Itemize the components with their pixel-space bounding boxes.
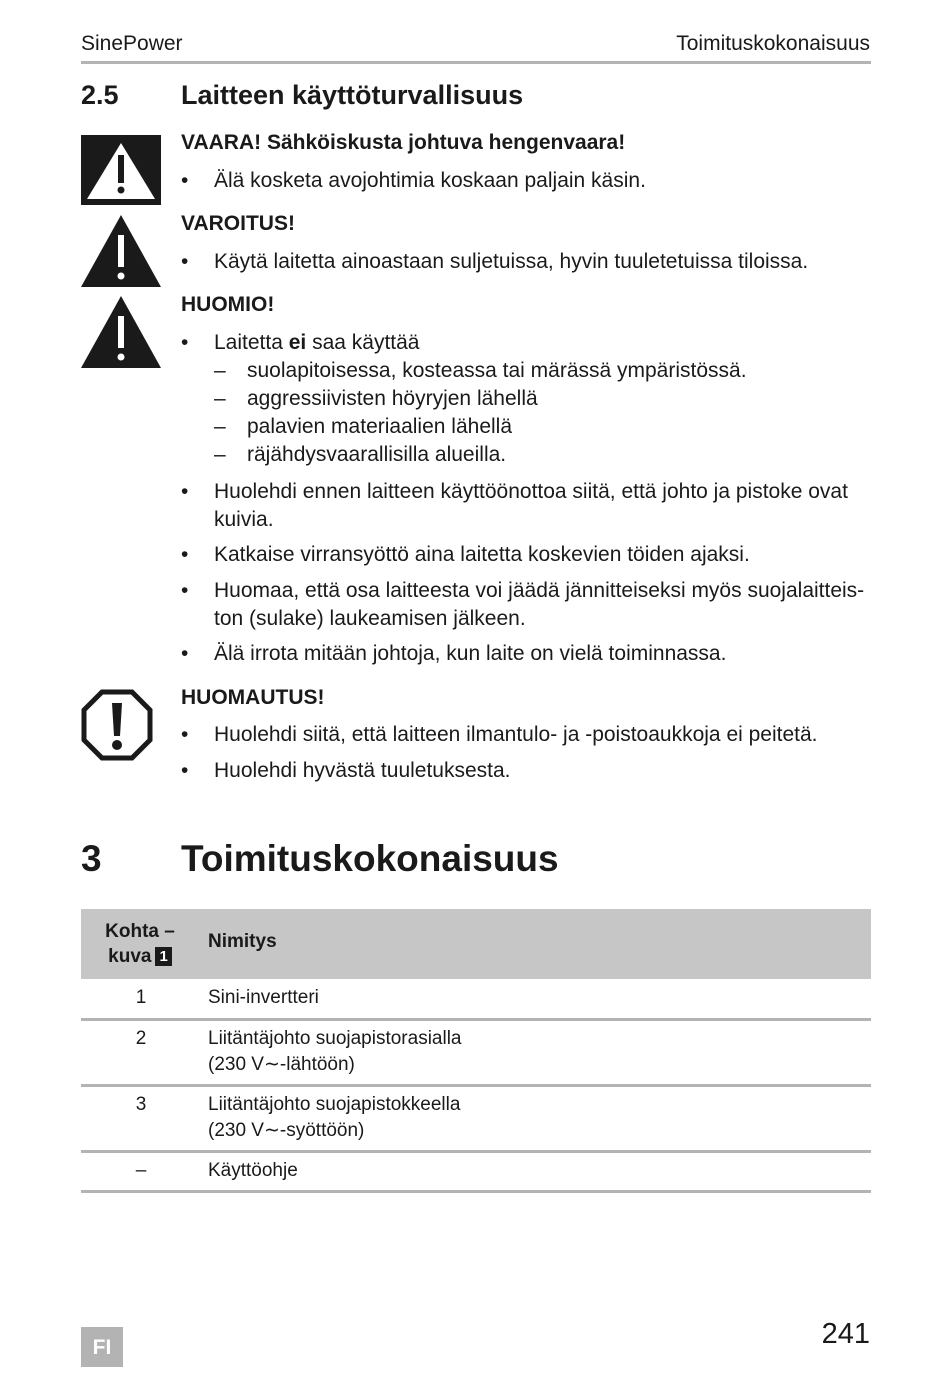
caution-subitem: – räjähdysvaarallisilla alueilla.: [214, 443, 507, 466]
page-number: 241: [821, 1318, 870, 1350]
table-cell-name: Sini-invertteri: [208, 987, 319, 1008]
warning-triangle-icon: [81, 215, 161, 287]
danger-title: VAARA! Sähköiskusta johtuva hengenvaara!: [181, 131, 626, 154]
warning-title: VAROITUS!: [181, 212, 295, 235]
table-header: [81, 909, 871, 979]
caution-title: HUOMIO!: [181, 293, 275, 316]
caution-subitem: – palavien materiaalien lähellä: [214, 415, 513, 438]
table-cell-name: Liitäntäjohto suojapistokkeella (230 V∼-syöttöön): [208, 1094, 461, 1141]
chapter-number: 3: [81, 838, 102, 879]
notice-item: • Huolehdi siitä, että laitteen ilmantulo- ja -poistoaukkoja ei peitetä.: [181, 723, 818, 746]
caution-triangle-icon: [81, 296, 161, 368]
language-badge: FI: [81, 1327, 123, 1367]
header-divider: [81, 61, 871, 64]
caution-item: • Laitetta ei saa käyttää: [181, 331, 420, 354]
caution-subitem: – aggressiivisten höyryjen lähellä: [214, 387, 538, 410]
table-cell-name: Käyttöohje: [208, 1160, 298, 1181]
section-title: Laitteen käyttöturvallisuus: [181, 80, 524, 110]
table-cell-item: 2: [135, 1028, 147, 1049]
caution-item: • Älä irrota mitään johtoja, kun laite on vielä toiminnassa.: [181, 642, 727, 665]
table-cell-name: Liitäntäjohto suojapistorasialla (230 V∼-lähtöön): [208, 1028, 462, 1075]
table-cell-item: 3: [135, 1094, 147, 1115]
caution-item: • Huolehdi ennen laitteen käyttöönottoa siitä, että johto ja pistoke ovat kuivia.: [181, 480, 848, 531]
danger-warning-square-icon: [81, 135, 161, 205]
table-row: [81, 1087, 871, 1153]
table-row: [81, 1153, 871, 1193]
section-number: 2.5: [81, 80, 119, 110]
figure-number-box: 1: [155, 947, 171, 966]
danger-item: • Älä kosketa avojohtimia koskaan paljain käsin.: [181, 169, 646, 192]
header-chapter: Toimituskokonaisuus: [676, 32, 870, 55]
notice-item: • Huolehdi hyvästä tuuletuksesta.: [181, 759, 511, 782]
header-brand: SinePower: [81, 32, 183, 55]
table-cell-item: 1: [135, 987, 147, 1008]
chapter-title: Toimituskokonaisuus: [181, 838, 559, 879]
notice-octagon-icon: [81, 689, 153, 761]
caution-subitem: – suolapitoisessa, kosteassa tai märässä ympäristössä.: [214, 359, 747, 382]
column-header-item: Kohta – kuva 1: [105, 921, 175, 967]
table-cell-item: –: [135, 1160, 147, 1181]
caution-item: • Huomaa, että osa laitteesta voi jäädä jännitteiseksi myös suojalaitteis-ton (sulake) laukeamisen jälkeen.: [181, 579, 865, 630]
table-row: [81, 1021, 871, 1087]
column-header-name: Nimitys: [208, 931, 277, 952]
notice-title: HUOMAUTUS!: [181, 686, 325, 709]
warning-item: • Käytä laitetta ainoastaan suljetuissa, hyvin tuuletetuissa tiloissa.: [181, 250, 809, 273]
caution-item: • Katkaise virransyöttö aina laitetta koskevien töiden ajaksi.: [181, 543, 750, 566]
table-row: [81, 979, 871, 1021]
